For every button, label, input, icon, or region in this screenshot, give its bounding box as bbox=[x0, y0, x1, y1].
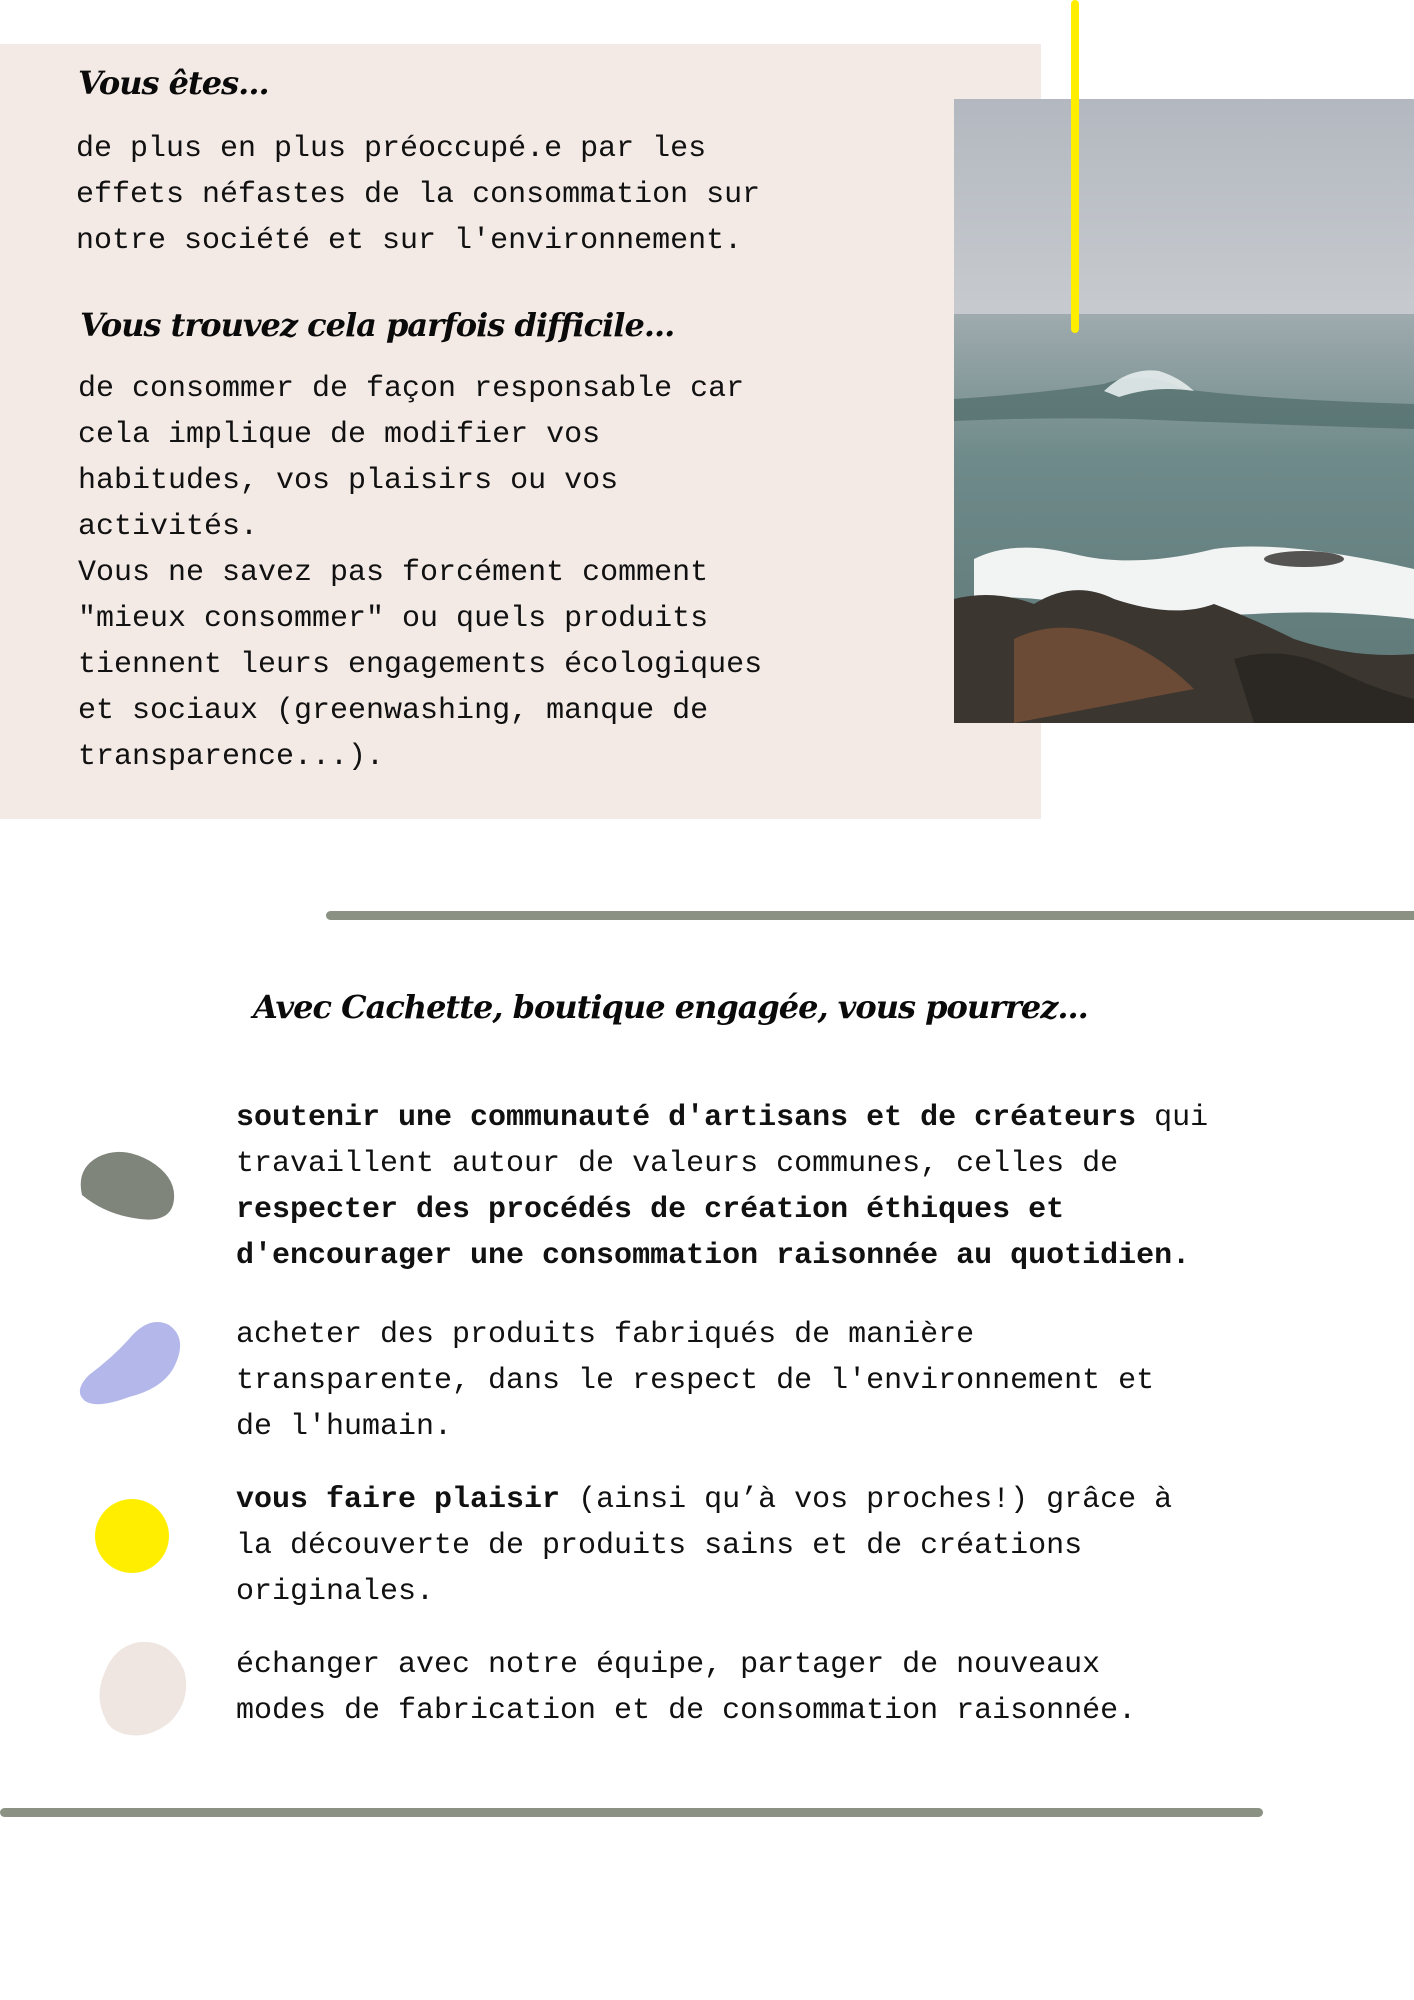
section-divider-bottom bbox=[0, 1808, 1263, 1817]
yellow-dot-icon bbox=[94, 1496, 174, 1581]
benefit-item-4: échanger avec notre équipe, partager de nouveaux modes de fabrication et de consommation raisonnée. bbox=[236, 1648, 1137, 1728]
lavender-blob-icon bbox=[77, 1317, 183, 1412]
benefit-item-1: soutenir une communauté d'artisans et de créateurs qui travaillent autour de valeurs communes, celles de respecter des procédés de création éthiques et d'encourager une consommation raisonnée au quotidien. bbox=[236, 1101, 1209, 1273]
heading-difficile: Vous trouvez cela parfois difficile... bbox=[80, 306, 675, 344]
heading-vous-etes: Vous êtes... bbox=[78, 64, 269, 102]
beige-blob-icon bbox=[96, 1640, 188, 1741]
yellow-accent-line bbox=[1071, 0, 1079, 333]
section-divider-top bbox=[326, 911, 1414, 920]
ocean-wave-photo bbox=[954, 99, 1414, 723]
intro-paragraph-2: de consommer de façon responsable car cela implique de modifier vos habitudes, vos plaisirs ou vos activités. Vous ne savez pas forcément comment "mieux consommer" ou quels produits tiennent leurs engagements écologiques et sociaux (greenwashing, manque de transparence...). bbox=[78, 372, 763, 774]
heading-avec-cachette: Avec Cachette, boutique engagée, vous pourrez... bbox=[253, 988, 1088, 1026]
benefit-item-2: acheter des produits fabriqués de manière transparente, dans le respect de l'environnement et de l'humain. bbox=[236, 1318, 1155, 1444]
intro-paragraph-1: de plus en plus préoccupé.e par les effets néfastes de la consommation sur notre société et sur l'environnement. bbox=[76, 132, 761, 258]
benefit-item-3: vous faire plaisir (ainsi qu’à vos proches!) grâce à la découverte de produits sains et de créations originales. bbox=[236, 1483, 1173, 1609]
grey-blob-icon bbox=[76, 1147, 176, 1230]
